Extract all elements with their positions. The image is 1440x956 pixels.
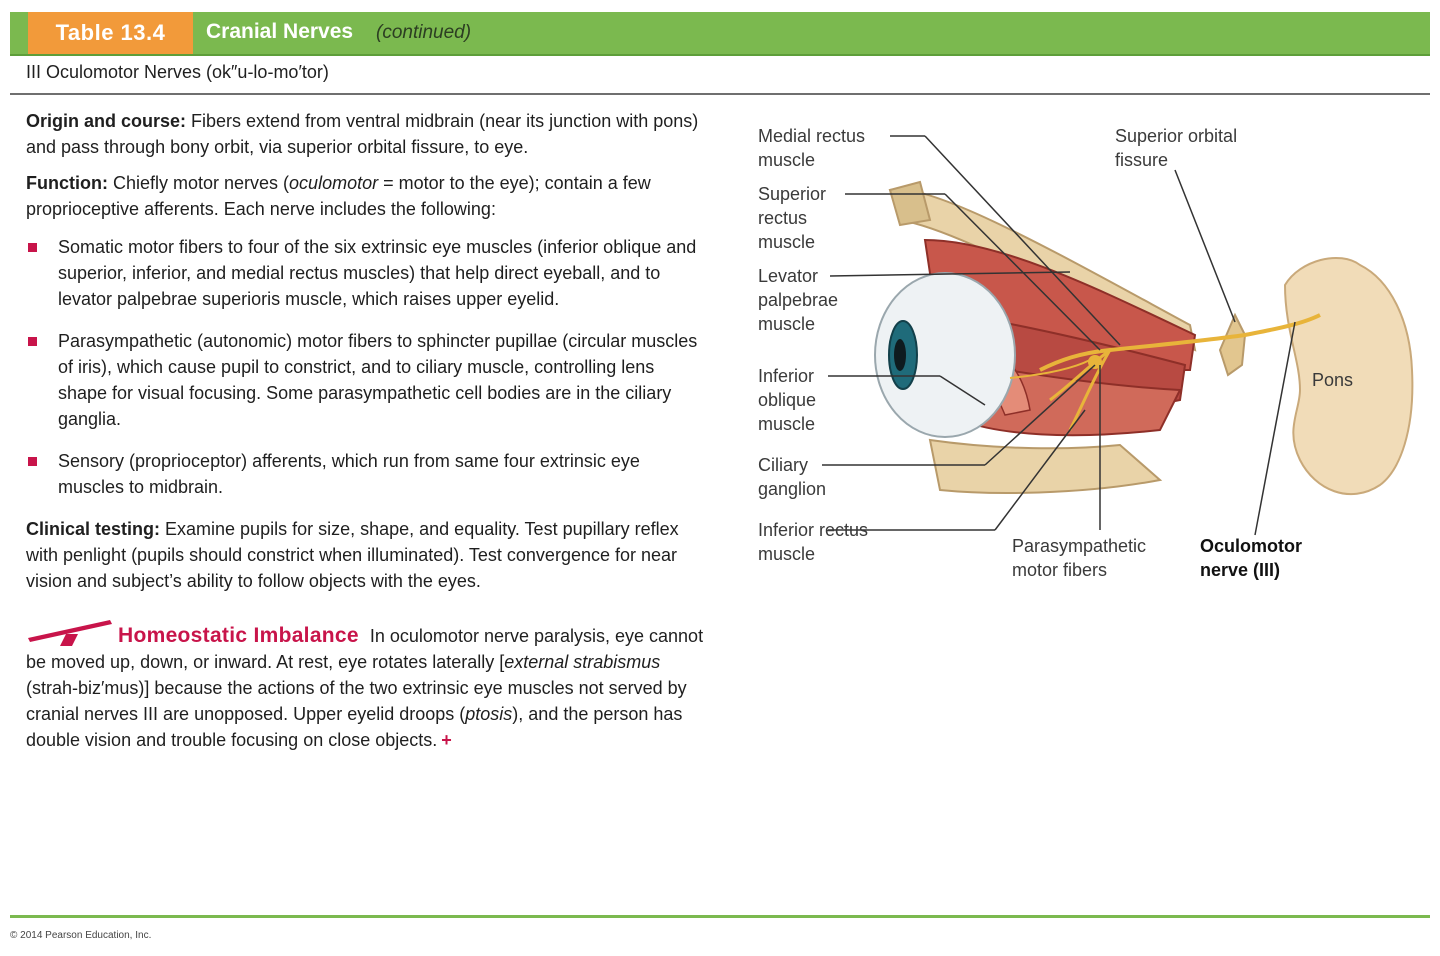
list-item [26, 448, 706, 500]
function-text-1: Chiefly motor nerves ( [107, 173, 290, 193]
top-divider [10, 93, 1430, 95]
origin-paragraph [26, 108, 706, 160]
imbalance-text-1: In oculomotor nerve paralysis, eye cannot be moved up, down, or inward. At rest, eye rotates laterally [ [26, 626, 704, 672]
text-column [26, 108, 706, 763]
origin-label: Origin and course: [26, 111, 187, 131]
oculomotor-diagram [740, 110, 1430, 610]
list-item [26, 328, 706, 432]
label-pons: Pons [1312, 370, 1354, 390]
bullet-marker [28, 243, 37, 252]
section-title [26, 62, 329, 83]
bullet-text: Parasympathetic (autonomic) motor fibers to sphincter pupillae (circular muscles of iris), which cause pupil to constrict, and to ciliary muscle, controlling lens shape for visual focusing. Some parasympathetic cell bodies are in the ciliary ganglia. [58, 331, 698, 429]
imbalance-italic-2: ptosis [465, 704, 513, 724]
origin-text: Fibers extend from ventral midbrain (near its junction with pons) and pass through bony orbit, via superior orbital fissure, to eye. [26, 111, 699, 157]
function-paragraph [26, 170, 706, 222]
bottom-divider [10, 915, 1430, 918]
table-subtitle: (continued) [376, 22, 472, 43]
imbalance-paragraph [26, 616, 706, 753]
copyright-notice: © 2014 Pearson Education, Inc. [10, 930, 152, 941]
clinical-text: Examine pupils for size, shape, and equality. Test pupillary reflex with penlight (pupils should constrict when illuminated). Test convergence for near vision and subject’s ability to follow objects with the eyes. [26, 519, 679, 591]
bullet-marker [28, 457, 37, 466]
clinical-label: Clinical testing: [26, 519, 161, 539]
label-oculomotor-nerve: Oculomotor nerve (III) [1200, 536, 1302, 580]
table-number-tab: Table 13.4 [28, 12, 193, 54]
function-text-2: = motor to the eye); contain a few proprioceptive afferents. Each nerve includes the following: [26, 173, 651, 219]
label-parasympathetic: Parasympathetic motor fibers [1012, 536, 1147, 580]
seesaw-icon [26, 616, 112, 646]
imbalance-text-3: ), and the person has double vision and trouble focusing on close objects. [26, 704, 683, 750]
table-title: Cranial Nerves [206, 20, 354, 43]
imbalance-title: Homeostatic Imbalance [118, 624, 359, 647]
function-label: Function: [26, 173, 108, 193]
bullet-text: Sensory (proprioceptor) afferents, which run from same four extrinsic eye muscles to midbrain. [58, 451, 640, 497]
bullet-marker [28, 337, 37, 346]
function-italic: oculomotor [289, 173, 379, 193]
function-bullet-list [26, 234, 706, 500]
table-header-bar [10, 12, 1430, 56]
label-levator: Levator palpebrae muscle [758, 266, 839, 334]
label-inferior-oblique: Inferior oblique muscle [758, 366, 817, 434]
section-title-text: III Oculomotor Nerves (ok″u-lo-mo′tor) [26, 62, 329, 82]
label-superior-orbital-fissure: Superior orbital fissure [1115, 126, 1238, 170]
label-superior-rectus: Superior rectus muscle [758, 184, 827, 252]
end-marker: + [441, 730, 452, 750]
clinical-paragraph [26, 516, 706, 594]
label-inferior-rectus: Inferior rectus muscle [758, 520, 869, 564]
bullet-text: Somatic motor fibers to four of the six extrinsic eye muscles (inferior oblique and superior, inferior, and medial rectus muscles) that help direct eyeball, and to levator palpebrae superioris muscle, which raises upper eyelid. [58, 237, 697, 309]
list-item [26, 234, 706, 312]
imbalance-text-2: (strah-biz′mus)] because the actions of the two extrinsic eye muscles not served by cranial nerves III are unopposed. Upper eyelid droops ( [26, 678, 687, 724]
label-ciliary-ganglion: Ciliary ganglion [758, 455, 827, 499]
imbalance-italic-1: external strabismus [504, 652, 661, 672]
label-medial-rectus: Medial rectus muscle [758, 126, 866, 170]
